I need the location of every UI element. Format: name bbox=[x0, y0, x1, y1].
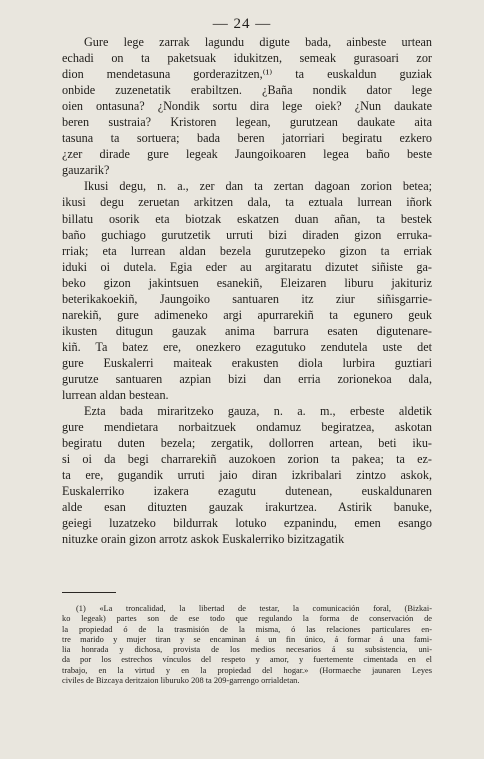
text-line: geiegi luzatzeko bildurrak lotuko ezpanindu, emen esango bbox=[62, 516, 432, 531]
text-line: Ikusi degu, n. a., zer dan ta zertan dagoan zorion betea; bbox=[84, 179, 432, 194]
text-line: rriak; eta lurrean aldan bezela gurutzepeko gizon ta erriak bbox=[62, 243, 432, 258]
text-line: gure mendietara norbaitzuek ondamuz begiratzea, askotan bbox=[62, 420, 432, 435]
footnote-line: civiles de Bizcaya deritzaion liburuko 208 ta 209-garrengo orrialdetan. bbox=[62, 676, 300, 686]
footnote-line: lia honrada y dichosa, provista de los medios necesarios á su subsistencia, uni- bbox=[62, 645, 432, 655]
text-line: ¿zer dirade gure legeak Jaungoikoaren legea baño beste bbox=[62, 147, 432, 162]
text-line: onbide zuzenetatik erabiltzen. ¿Baña nondik dator lege bbox=[62, 83, 432, 98]
footnote bbox=[62, 604, 432, 686]
footnote-line: tre marido y mujer tiran y se encaminan á un fin único, á formar á una fami- bbox=[62, 634, 432, 644]
footnote-divider bbox=[62, 592, 116, 593]
text-line: lurrean aldan bestean. bbox=[62, 388, 169, 403]
text-line: Gure lege zarrak lagundu digute bada, ainbeste urtean bbox=[84, 35, 432, 49]
text-line: kiñ. Ta batez ere, onezkero ezagutuko zendutela uste det bbox=[62, 339, 432, 354]
body-text bbox=[62, 34, 432, 548]
footnote-line: trabajo, en la virtud y en la propiedad del hogar.» (Hormaeche jaunaren Leyes bbox=[62, 665, 432, 675]
text-line: ikusten ditugun gauzak anima barrura esaten digutenare- bbox=[62, 323, 432, 338]
text-line: Euskalerriko izakera ezagutu dutenean, euskaldunaren bbox=[62, 484, 432, 499]
text-line: gure Euskalerri maiteak erakusten diola lurbira guztiari bbox=[62, 355, 432, 370]
text-line: nituzke orain gizon arrotz askok Euskalerriko bizitzagatik bbox=[62, 532, 345, 547]
text-line: alde esan dituzten gauzak irakurtzea. Astirik banuke, bbox=[62, 500, 432, 515]
text-line: echadi on ta paketsuak idukitzen, semeak gurasoari zor bbox=[62, 51, 432, 66]
footnote-line: da por los estrechos vínculos del respeto y amor, y fuertemente cimentada en el bbox=[62, 655, 432, 665]
text-line: oien ontasuna? ¿Nondik sortu dira lege oiek? ¿Nun daukate bbox=[62, 99, 432, 114]
page-number: — 24 — bbox=[212, 16, 272, 32]
text-line: baño guchiago gurutzetik urruti bizi diraden gizon erruka- bbox=[62, 227, 432, 242]
footnote-line: ko legeak) partes son de ese todo que regulando la forma de conservación de bbox=[62, 614, 432, 624]
text-line: dion mendetasuna gorderazitzen,⁽¹⁾ ta euskaldun guziak bbox=[62, 67, 432, 82]
text-line: beterikakoekiñ, Jaungoiko santuaren itz ziur siñisgarrie- bbox=[62, 291, 432, 306]
text-line: si oi da begi charrarekiñ auzokoen zorion ta pakea; ta ez- bbox=[62, 452, 432, 467]
text-line: ikusi degu zeruetan arkitzen dala, ta eztuala lurrean iñork bbox=[62, 195, 432, 210]
text-line: ta ere, gugandik urruti jaio diran izkribalari zintzo askok, bbox=[62, 468, 432, 483]
text-line: beko gizon jakintsuen esanekiñ, Eleizaren liburu jakituriz bbox=[62, 275, 432, 290]
text-line: iduki oi dutela. Egia eder au argitaratu dizutet siñiste ga- bbox=[62, 259, 432, 274]
text-line: gurutze santuaren azpian bizi dan erria zorionekoa dala, bbox=[62, 371, 432, 386]
text-line: Ezta bada miraritzeko gauza, n. a. m., erbeste aldetik bbox=[84, 404, 432, 419]
text-line: tasuna ta sortuera; bada beren jatorriari begiratu ezkero bbox=[62, 131, 432, 146]
text-line: beren sustraia? Kristoren legean, gurutzean daukate aita bbox=[62, 115, 432, 130]
text-line: narekiñ, gure adimeneko argi apurrarekiñ ta egunero geuk bbox=[62, 307, 432, 322]
footnote-line: (1) «La troncalidad, la libertad de testar, la comunicación foral, (Bizkai- bbox=[76, 604, 432, 613]
footnote-line: la propiedad ó de la trasmisión de la misma, ó las relaciones particulares en- bbox=[62, 624, 432, 634]
text-line: billatu osorik eta biotzak eskatzen duan añan, ta bestek bbox=[62, 211, 432, 226]
text-line: begiratu duten bezela; zergatik, dollorren artean, beti iku- bbox=[62, 436, 432, 451]
text-line: gauzarik? bbox=[62, 163, 110, 178]
